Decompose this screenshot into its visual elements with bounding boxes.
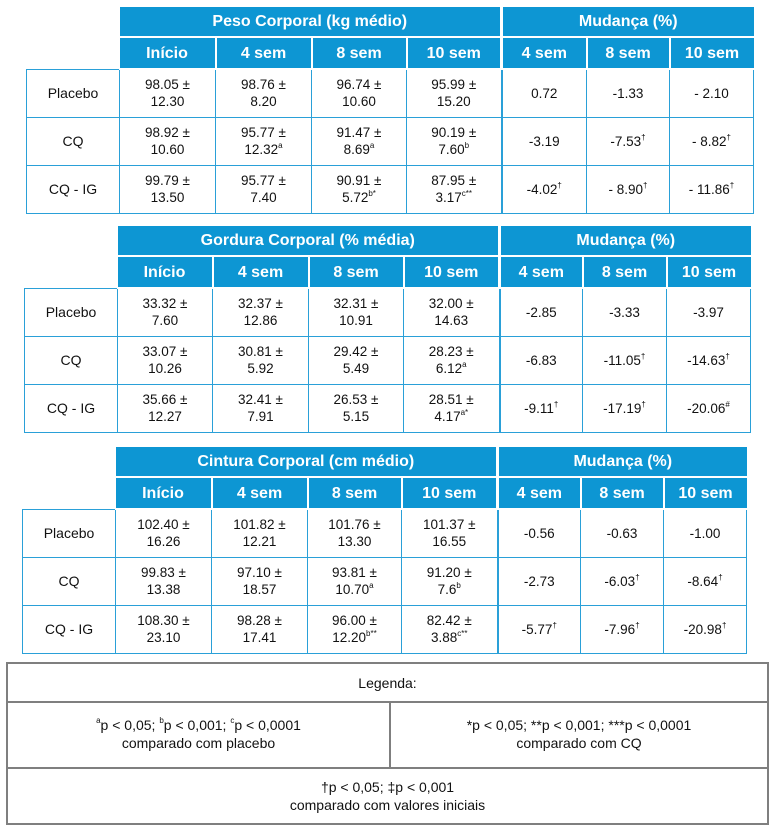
value-cell: 32.41 ± 7.91 [213,384,309,432]
row-label: CQ - IG [25,384,118,432]
row-label: CQ [23,557,116,605]
col-header: 8 sem [308,477,402,509]
value-cell: 96.74 ± 10.60 [312,69,407,117]
value-cell: 28.51 ± $4.17^{a*}$ [404,384,500,432]
change-cell: -3.19 [502,117,587,165]
row-label: CQ [25,336,118,384]
value-cell: 98.28 ± 17.41 [212,605,308,653]
value-cell: 35.66 ± 12.27 [118,384,213,432]
change-cell: -3.97 [667,288,751,336]
row-label: Placebo [27,69,120,117]
col-header: Início [118,256,213,288]
table-row [27,117,754,165]
legend-cq-note: *p < 0,05; **p < 0,001; ***p < 0,0001 comparado com CQ [466,717,692,751]
legend-box [6,662,769,825]
table-row [23,557,747,605]
col-header: 10 sem [402,477,498,509]
value-cell: 32.37 ± 12.86 [213,288,309,336]
table-title: Gordura Corporal (% média) [118,226,500,256]
table-row [25,288,751,336]
weight-table [26,7,754,214]
value-cell: 101.76 ± 13.30 [308,509,402,557]
value-cell: 108.30 ± 23.10 [116,605,212,653]
value-cell: 98.76 ± 8.20 [216,69,312,117]
value-cell: 101.82 ± 12.21 [212,509,308,557]
row-label: CQ - IG [23,605,116,653]
change-cell: -6.03† [581,557,664,605]
change-cell: -1.33 [587,69,670,117]
col-header: 4 sem [213,256,309,288]
change-col-header: 8 sem [587,37,670,69]
value-cell: 33.07 ± 10.26 [118,336,213,384]
value-cell: 32.31 ± 10.91 [309,288,404,336]
change-cell: - 8.90† [587,165,670,213]
change-cell: -1.00 [664,509,747,557]
change-cell: -0.63 [581,509,664,557]
value-cell: 98.05 ± 12.30 [120,69,216,117]
change-cell: - 11.86† [670,165,754,213]
row-label: CQ - IG [27,165,120,213]
change-col-header: 8 sem [583,256,667,288]
change-title: Mudança (%) [498,447,747,477]
col-header: 8 sem [309,256,404,288]
change-cell: -20.98† [664,605,747,653]
value-cell: 99.83 ± 13.38 [116,557,212,605]
value-cell: 28.23 ± 6.12$^a$ [404,336,500,384]
fat-table [24,226,751,433]
change-col-header: 4 sem [498,477,581,509]
value-cell: 90.91 ± $5.72^{b*}$ [312,165,407,213]
change-cell: -7.53† [587,117,670,165]
change-col-header: 4 sem [500,256,583,288]
change-col-header: 4 sem [502,37,587,69]
change-col-header: 10 sem [670,37,754,69]
value-cell: 95.77 ± 12.32$^a$ [216,117,312,165]
col-header: 4 sem [216,37,312,69]
change-col-header: 10 sem [664,477,747,509]
col-header: 10 sem [407,37,502,69]
legend-baseline-note: †p < 0,05; ‡p < 0,001 comparado com valores iniciais [289,779,486,813]
col-header: 10 sem [404,256,500,288]
value-cell: 98.92 ± 10.60 [120,117,216,165]
change-cell: -4.02† [502,165,587,213]
change-title: Mudança (%) [502,7,754,37]
col-header: 4 sem [212,477,308,509]
value-cell: 32.00 ± 14.63 [404,288,500,336]
change-col-header: 10 sem [667,256,751,288]
change-cell: -7.96† [581,605,664,653]
change-cell: -14.63† [667,336,751,384]
value-cell: 101.37 ± 16.55 [402,509,498,557]
table-row [25,384,751,432]
change-cell: -6.83 [500,336,583,384]
value-cell: 33.32 ± 7.60 [118,288,213,336]
value-cell: 97.10 ± 18.57 [212,557,308,605]
value-cell: 99.79 ± 13.50 [120,165,216,213]
col-header: Início [120,37,216,69]
change-title: Mudança (%) [500,226,751,256]
change-cell: -3.33 [583,288,667,336]
change-cell: -0.56 [498,509,581,557]
table-row [27,165,754,213]
table-title: Peso Corporal (kg médio) [120,7,502,37]
change-cell: -2.73 [498,557,581,605]
legend-title: Legenda: [8,664,767,703]
change-cell: 0.72 [502,69,587,117]
change-cell: - 8.82† [670,117,754,165]
row-label: CQ [27,117,120,165]
change-cell: -11.05† [583,336,667,384]
value-cell: 102.40 ± 16.26 [116,509,212,557]
change-cell: -9.11† [500,384,583,432]
value-cell: 26.53 ± 5.15 [309,384,404,432]
table-row [23,605,747,653]
waist-table [22,447,747,654]
value-cell: 91.20 ± 7.6$^b$ [402,557,498,605]
col-header: Início [116,477,212,509]
value-cell: 93.81 ± 10.70$^a$ [308,557,402,605]
change-cell: -17.19† [583,384,667,432]
change-cell: - 2.10 [670,69,754,117]
row-label: Placebo [23,509,116,557]
table-title: Cintura Corporal (cm médio) [116,447,498,477]
change-col-header: 8 sem [581,477,664,509]
change-cell: -20.06# [667,384,751,432]
table-row [27,69,754,117]
value-cell: 90.19 ± 7.60$^b$ [407,117,502,165]
row-label: Placebo [25,288,118,336]
value-cell: 82.42 ± $3.88^{c**}$ [402,605,498,653]
value-cell: 30.81 ± 5.92 [213,336,309,384]
table-row [23,509,747,557]
change-cell: -2.85 [500,288,583,336]
value-cell: 95.99 ± 15.20 [407,69,502,117]
value-cell: 87.95 ± $3.17^{c**}$ [407,165,502,213]
value-cell: 96.00 ± $12.20^{b**}$ [308,605,402,653]
legend-middle-row [8,701,767,769]
change-cell: -8.64† [664,557,747,605]
table-row [25,336,751,384]
value-cell: 91.47 ± 8.69$^a$ [312,117,407,165]
change-cell: -5.77† [498,605,581,653]
legend-placebo-note: $^a$p < 0,05; $^b$p < 0,001; $^c$p < 0,0001 comparado com placebo [8,701,391,767]
col-header: 8 sem [312,37,407,69]
value-cell: 29.42 ± 5.49 [309,336,404,384]
value-cell: 95.77 ± 7.40 [216,165,312,213]
